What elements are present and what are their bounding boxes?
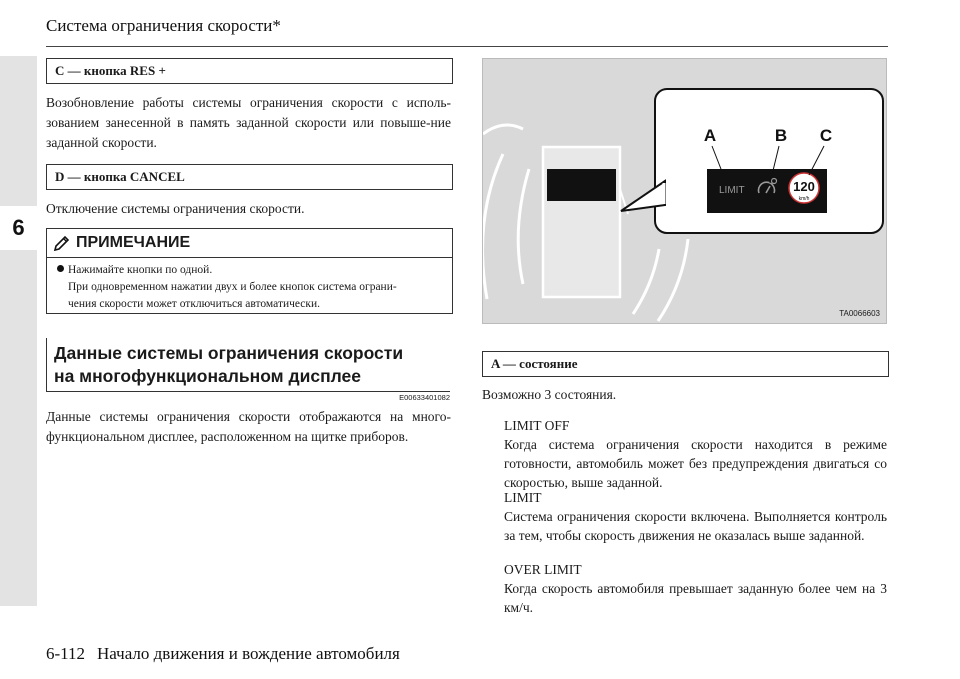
footer-chapter-title: Начало движения и вождение автомобиля <box>97 644 400 663</box>
instrument-cluster-figure <box>482 58 887 324</box>
section-heading-line-2: на многофункциональном дисплее <box>54 366 362 386</box>
figure-code: TA0066603 <box>839 309 880 318</box>
limit-indicator: LIMIT <box>719 185 745 196</box>
state-limit-off-text: Когда система ограничения скорости находится в режиме готовности, автомобиль может без предупреждения двигаться со скоростью, выше заданной. <box>504 437 887 490</box>
state-limit <box>504 488 887 545</box>
state-a-label: A — состояние <box>482 351 889 377</box>
header-divider <box>46 46 888 47</box>
label-a: A <box>703 126 717 145</box>
label-c: C <box>819 126 833 145</box>
state-over-limit-text: Когда скорость автомобиля превышает заданную более чем на 3 км/ч. <box>504 581 887 615</box>
label-b: B <box>774 126 788 145</box>
page-number: 6-112 <box>46 644 86 663</box>
states-intro: Возможно 3 состояния. <box>482 387 617 402</box>
section-code: E00633401082 <box>399 393 450 402</box>
note-box <box>46 228 453 314</box>
button-c-label: C — кнопка RES + <box>46 58 453 84</box>
chapter-tab: 6 <box>0 206 37 250</box>
bullet-icon <box>57 265 64 272</box>
chapter-sidebar <box>0 56 37 606</box>
state-over-limit <box>504 560 887 617</box>
page-header-title: Система ограничения скорости* <box>46 16 281 35</box>
state-limit-text: Система ограничения скорости включена. Выполняется контроль за тем, чтобы скорость движения не оказалась выше заданной. <box>504 509 887 543</box>
note-body <box>47 258 452 313</box>
state-limit-off-title: LIMIT OFF <box>504 418 570 433</box>
state-limit-off <box>504 416 887 492</box>
note-line-2: При одновременном нажатии двух и более кнопок система ограни- <box>68 281 397 293</box>
note-line-1: Нажимайте кнопки по одной. <box>68 264 213 276</box>
button-c-description: Возобновление работы системы ограничения скорости с исполь-зованием занесенной в память заданной скорости или повыше-ние заданной скорости. <box>46 95 451 150</box>
instrument-cluster-illustration <box>483 59 886 323</box>
display-description: Данные системы ограничения скорости отображаются на много-функциональном дисплее, расположенном на щитке приборов. <box>46 409 451 444</box>
pencil-icon <box>53 234 71 252</box>
button-d-label: D — кнопка CANCEL <box>46 164 453 190</box>
state-over-limit-title: OVER LIMIT <box>504 562 582 577</box>
note-title: ПРИМЕЧАНИЕ <box>76 234 191 251</box>
speed-unit: km/h <box>798 196 810 202</box>
note-line-3: чения скорости может отключиться автоматически. <box>68 298 321 310</box>
note-header <box>47 229 452 258</box>
section-heading-line-1: Данные системы ограничения скорости <box>54 343 404 363</box>
section-heading <box>46 338 450 392</box>
button-d-description: Отключение системы ограничения скорости. <box>46 201 305 216</box>
state-limit-title: LIMIT <box>504 490 542 505</box>
page-footer <box>46 644 412 664</box>
set-speed-value: 120 <box>793 179 815 194</box>
